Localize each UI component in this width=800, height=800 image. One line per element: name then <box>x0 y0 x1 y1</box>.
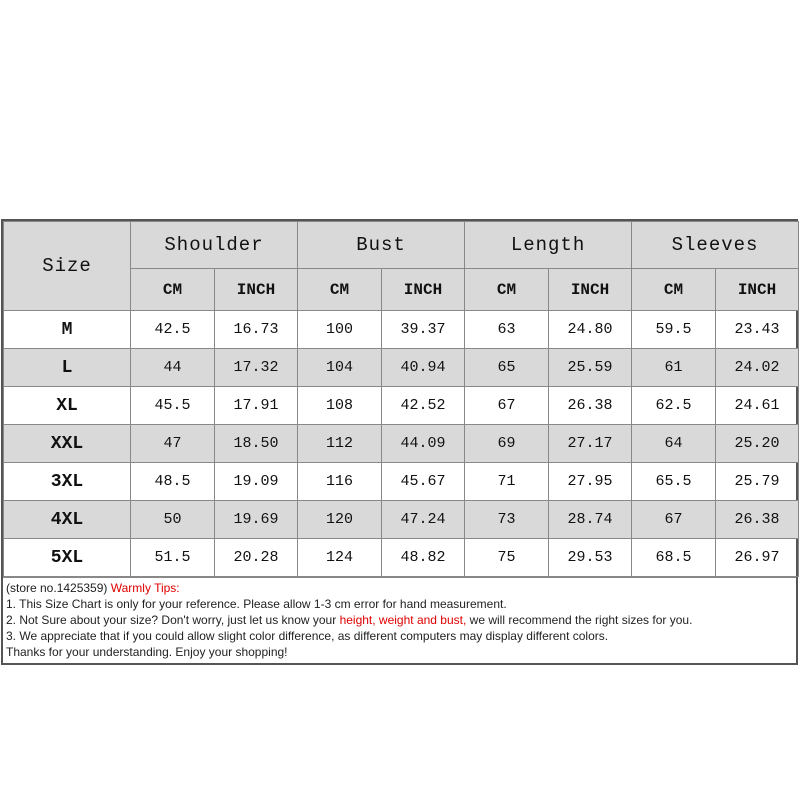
warm-tips <box>3 577 796 663</box>
store-number: (store no.1425359) <box>6 581 111 595</box>
tip-line-2 <box>6 612 793 628</box>
cm-value-cell: 67 <box>465 387 549 425</box>
size-label-cell: M <box>4 311 131 349</box>
unit-header-inch: INCH <box>215 269 298 311</box>
cm-value-cell: 104 <box>298 349 382 387</box>
cm-value-cell: 124 <box>298 539 382 577</box>
size-column-header: Size <box>4 222 131 311</box>
cm-value-cell: 59.5 <box>632 311 716 349</box>
size-table-body <box>4 311 799 577</box>
size-label-cell: XXL <box>4 425 131 463</box>
cm-value-cell: 45.5 <box>131 387 215 425</box>
cm-value-cell: 100 <box>298 311 382 349</box>
size-chart <box>1 219 798 665</box>
inch-value-cell: 23.43 <box>716 311 799 349</box>
size-label-cell: L <box>4 349 131 387</box>
cm-value-cell: 47 <box>131 425 215 463</box>
cm-value-cell: 62.5 <box>632 387 716 425</box>
table-row <box>4 463 799 501</box>
cm-value-cell: 50 <box>131 501 215 539</box>
inch-value-cell: 17.32 <box>215 349 298 387</box>
tip-line-2-end: we will recommend the right sizes for you. <box>466 613 693 627</box>
tips-title: Warmly Tips: <box>110 581 180 595</box>
cm-value-cell: 75 <box>465 539 549 577</box>
cm-value-cell: 112 <box>298 425 382 463</box>
unit-header-cm: CM <box>465 269 549 311</box>
cm-value-cell: 67 <box>632 501 716 539</box>
cm-value-cell: 71 <box>465 463 549 501</box>
inch-value-cell: 24.61 <box>716 387 799 425</box>
inch-value-cell: 24.02 <box>716 349 799 387</box>
cm-value-cell: 120 <box>298 501 382 539</box>
inch-value-cell: 20.28 <box>215 539 298 577</box>
inch-value-cell: 18.50 <box>215 425 298 463</box>
inch-value-cell: 24.80 <box>549 311 632 349</box>
inch-value-cell: 40.94 <box>382 349 465 387</box>
group-header-row <box>4 222 799 269</box>
size-label-cell: XL <box>4 387 131 425</box>
cm-value-cell: 61 <box>632 349 716 387</box>
table-row <box>4 311 799 349</box>
cm-value-cell: 44 <box>131 349 215 387</box>
unit-header-cm: CM <box>632 269 716 311</box>
cm-value-cell: 69 <box>465 425 549 463</box>
cm-value-cell: 73 <box>465 501 549 539</box>
inch-value-cell: 44.09 <box>382 425 465 463</box>
inch-value-cell: 45.67 <box>382 463 465 501</box>
group-header-length: Length <box>465 222 632 269</box>
inch-value-cell: 26.97 <box>716 539 799 577</box>
group-header-sleeves: Sleeves <box>632 222 799 269</box>
inch-value-cell: 19.09 <box>215 463 298 501</box>
inch-value-cell: 29.53 <box>549 539 632 577</box>
cm-value-cell: 116 <box>298 463 382 501</box>
unit-header-inch: INCH <box>716 269 799 311</box>
unit-header-inch: INCH <box>549 269 632 311</box>
unit-header-inch: INCH <box>382 269 465 311</box>
cm-value-cell: 51.5 <box>131 539 215 577</box>
inch-value-cell: 25.20 <box>716 425 799 463</box>
inch-value-cell: 39.37 <box>382 311 465 349</box>
group-header-bust: Bust <box>298 222 465 269</box>
table-row <box>4 387 799 425</box>
inch-value-cell: 27.95 <box>549 463 632 501</box>
cm-value-cell: 42.5 <box>131 311 215 349</box>
cm-value-cell: 48.5 <box>131 463 215 501</box>
size-label-cell: 3XL <box>4 463 131 501</box>
inch-value-cell: 27.17 <box>549 425 632 463</box>
inch-value-cell: 47.24 <box>382 501 465 539</box>
inch-value-cell: 19.69 <box>215 501 298 539</box>
inch-value-cell: 26.38 <box>549 387 632 425</box>
inch-value-cell: 48.82 <box>382 539 465 577</box>
inch-value-cell: 28.74 <box>549 501 632 539</box>
cm-value-cell: 108 <box>298 387 382 425</box>
cm-value-cell: 63 <box>465 311 549 349</box>
table-row <box>4 349 799 387</box>
cm-value-cell: 68.5 <box>632 539 716 577</box>
cm-value-cell: 65.5 <box>632 463 716 501</box>
table-row <box>4 501 799 539</box>
table-row <box>4 425 799 463</box>
tip-line-4: Thanks for your understanding. Enjoy your shopping! <box>6 645 288 659</box>
size-table <box>3 221 799 577</box>
table-row <box>4 539 799 577</box>
unit-header-cm: CM <box>298 269 382 311</box>
inch-value-cell: 16.73 <box>215 311 298 349</box>
inch-value-cell: 26.38 <box>716 501 799 539</box>
cm-value-cell: 64 <box>632 425 716 463</box>
tip-line-1: 1. This Size Chart is only for your reference. Please allow 1-3 cm error for hand measurement. <box>6 597 507 611</box>
tip-line-2-start: 2. Not Sure about your size? Don't worry, just let us know your <box>6 613 340 627</box>
tip-line-2-highlight: height, weight and bust, <box>339 613 467 627</box>
unit-header-cm: CM <box>131 269 215 311</box>
inch-value-cell: 25.79 <box>716 463 799 501</box>
tip-line-3: 3. We appreciate that if you could allow slight color difference, as different computers may display different colors. <box>6 629 609 643</box>
cm-value-cell: 65 <box>465 349 549 387</box>
size-label-cell: 4XL <box>4 501 131 539</box>
inch-value-cell: 42.52 <box>382 387 465 425</box>
group-header-shoulder: Shoulder <box>131 222 298 269</box>
inch-value-cell: 17.91 <box>215 387 298 425</box>
tips-header-line <box>6 580 793 596</box>
inch-value-cell: 25.59 <box>549 349 632 387</box>
size-label-cell: 5XL <box>4 539 131 577</box>
